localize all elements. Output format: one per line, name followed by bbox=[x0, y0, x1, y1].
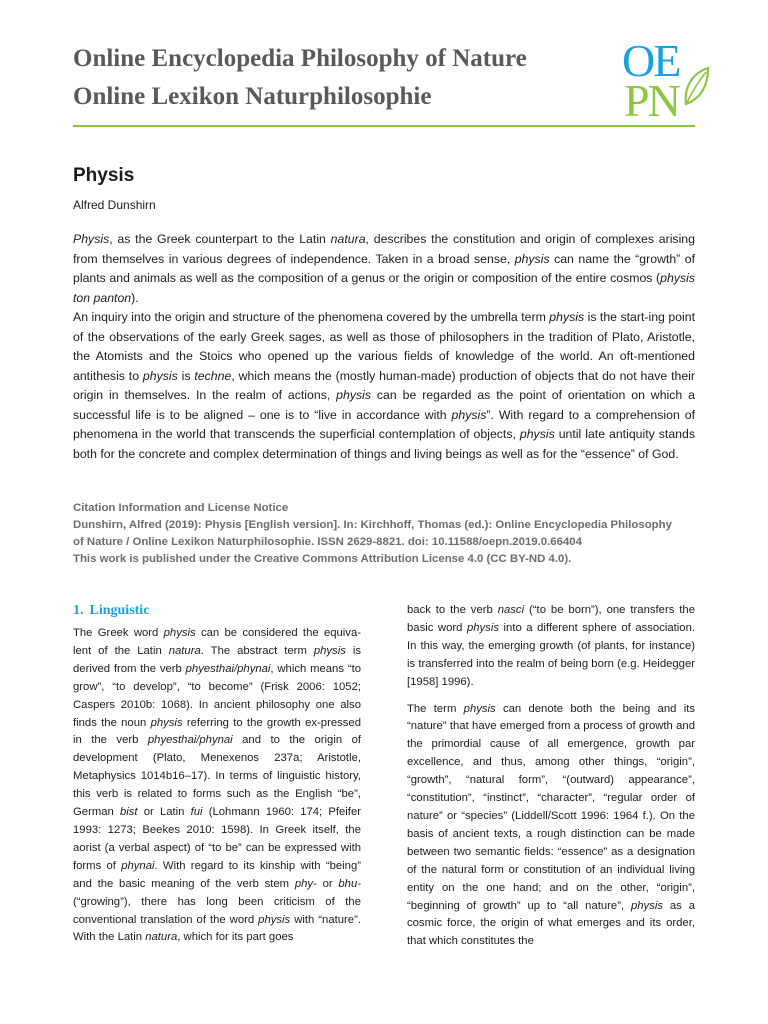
header-title-english: Online Encyclopedia Philosophy of Nature bbox=[73, 45, 527, 72]
header-title-german: Online Lexikon Naturphilosophie bbox=[73, 83, 432, 110]
abstract bbox=[73, 230, 695, 464]
article-title: Physis bbox=[73, 165, 135, 186]
abstract-paragraph-1: Physis, as the Greek counterpart to the Latin natura, describes the constitution and origin of complexes arising from themselves in various degrees of independence. Taken in a broad sense, physis can name the “growth” of plants and animals as well as the composition of a genus or the origin or composition of the entire cosmos (physis ton panton). bbox=[73, 232, 695, 305]
header-divider bbox=[73, 125, 695, 127]
citation-block bbox=[73, 500, 713, 568]
oepn-logo bbox=[616, 35, 716, 128]
column-left bbox=[73, 600, 361, 947]
right-column-paragraph-2: The term physis can denote both the being and its “nature” that have emerged from a process of growth and the primordial cause of all emergence, growth par excellence, and thus, among other things, “origin”, “growth”, “natural form”, “(outward) appearance”, “constitution”, “instinct”, “character”, “regular order of nature” or “species” (Liddell/Scott 1996: 1964 f.). On the basis of ancient texts, a rough distinction can be made between two semantic fields: “essence” as a designation of the natural form or constitution of an individual living entity on the one hand; and on the other, “origin”, “beginning of growth” up to “all nature”, physis as a cosmic force, the origin of what emerges and its order, that which constitutes the bbox=[407, 702, 695, 948]
citation-line: Dunshirn, Alfred (2019): Physis [English version]. In: Kirchhoff, Thomas (ed.): Online Encyclopedia Philosophy bbox=[73, 519, 672, 531]
license-notice: This work is published under the Creative Commons Attribution License 4.0 (CC BY-ND 4.0). bbox=[73, 553, 572, 565]
logo-text-oe: OE bbox=[622, 35, 680, 86]
section-1-paragraph: The Greek word physis can be considered the equiva-lent of the Latin natura. The abstract term physis is derived from the verb phyesthai/phynai, which means “to grow”, “to develop”, “to become” (Frisk 2006: 1052; Caspers 2010b: 1068). In ancient philosophy one also finds the noun physis referring to the growth ex-pressed in the verb phyesthai/phynai and to the origin of development (Plato, Menexenos 237a; Aristotle, Metaphysics 1014b16–17). In terms of linguistic history, this verb is related to forms such as the English “be”, German bist or Latin fui (Lohmann 1960: 174; Pfeifer 1993: 1273; Beekes 2010: 1598). In Greek itself, the aorist (a verbal aspect) of “to be” can be expressed with forms of phynai. With regard to its kinship with “being” and the basic meaning of the verb stem phy- or bhu- (“growing”), there has long been criticism of the conventional translation of the word physis with “nature”. With the Latin natura, which for its part goes bbox=[73, 627, 362, 944]
column-right bbox=[407, 602, 695, 951]
article-author: Alfred Dunshirn bbox=[73, 198, 156, 212]
abstract-paragraph-2: An inquiry into the origin and structure of the phenomena covered by the umbrella term physis is the start-ing point of the observations of the early Greek sages, as well as those of philosophers in the tradition of Plato, Aristotle, the Atomists and the Stoics who opened up the various fields of knowledge of the world. An oft-mentioned antithesis to physis is techne, which means the (mostly human-made) production of objects that do not have their origin in themselves. In the realm of actions, physis can be regarded as the point of orientation on which a successful life is to be aligned – one is to “live in accordance with physis”. With regard to a comprehension of phenomena in the world that transcends the superficial contemplation of objects, physis until late antiquity stands both for the concrete and complex determination of things and living beings as well as for the “essence” of God. bbox=[73, 310, 696, 461]
logo-text-pn: PN bbox=[624, 75, 679, 126]
leaf-icon bbox=[682, 64, 710, 108]
citation-heading: Citation Information and License Notice bbox=[73, 502, 289, 514]
section-heading-linguistic: 1. Linguistic bbox=[73, 603, 150, 618]
right-column-paragraph-1: back to the verb nasci (“to be born”), one transfers the basic word physis into a different sphere of association. In this way, the emerging growth (of plants, for instance) is transferred into the realm of being born (e.g. Heidegger [1958] 1996). bbox=[407, 604, 695, 688]
citation-line: of Nature / Online Lexikon Naturphilosophie. ISSN 2629-8821. doi: 10.11588/oepn.2019.0.66404 bbox=[73, 536, 582, 548]
